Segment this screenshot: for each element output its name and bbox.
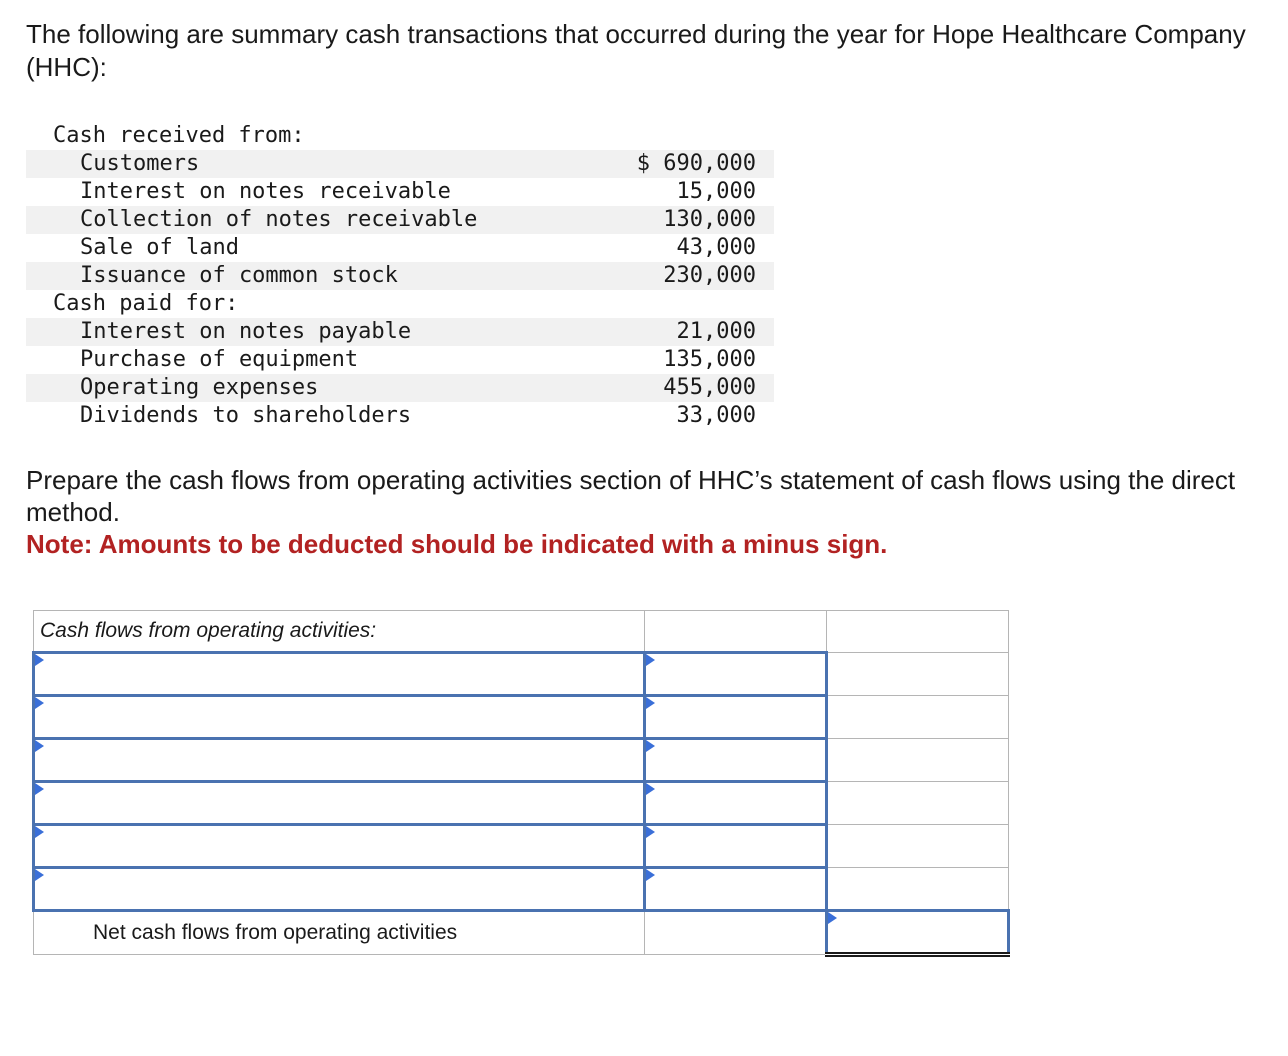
account-input[interactable] [35, 697, 643, 737]
account-dropdown[interactable] [34, 868, 645, 911]
amount-cell[interactable] [645, 653, 827, 696]
transaction-amount: 21,000 [676, 319, 756, 344]
transaction-row [26, 402, 774, 430]
received-heading: Cash received from: [53, 123, 305, 148]
transaction-amount: $ 690,000 [636, 151, 756, 176]
transaction-amount: 33,000 [676, 403, 756, 428]
amount-cell[interactable] [645, 739, 827, 782]
amount-input[interactable] [646, 869, 825, 909]
transaction-label: Sale of land [80, 235, 239, 260]
empty-cell [827, 739, 1009, 782]
prompt-text: Prepare the cash flows from operating activities section of HHC’s statement of cash flows using the direct method. [26, 465, 1236, 527]
transaction-row [26, 346, 774, 374]
worksheet-row [34, 739, 1009, 782]
total-label: Net cash flows from operating activities [34, 911, 645, 955]
amount-input[interactable] [646, 740, 825, 780]
transaction-row [26, 234, 774, 262]
worksheet-row [34, 696, 1009, 739]
empty-cell [827, 868, 1009, 911]
note-text: Note: Amounts to be deducted should be indicated with a minus sign. [26, 529, 888, 559]
account-dropdown[interactable] [34, 825, 645, 868]
transaction-amount: 130,000 [663, 207, 756, 232]
transaction-amount: 230,000 [663, 263, 756, 288]
transaction-amount: 15,000 [676, 179, 756, 204]
transaction-amount: 135,000 [663, 347, 756, 372]
amount-input[interactable] [646, 826, 825, 866]
amount-input[interactable] [646, 654, 825, 694]
account-input[interactable] [35, 740, 643, 780]
transaction-row [26, 318, 774, 346]
amount-input[interactable] [646, 783, 825, 823]
account-input[interactable] [35, 826, 643, 866]
transaction-amount: 455,000 [663, 375, 756, 400]
transaction-label: Interest on notes receivable [80, 179, 451, 204]
transaction-label: Customers [80, 151, 200, 176]
amount-cell[interactable] [645, 696, 827, 739]
amount-cell[interactable] [645, 868, 827, 911]
transaction-row [26, 262, 774, 290]
transaction-label: Purchase of equipment [80, 347, 359, 372]
worksheet-header-row [34, 611, 1009, 653]
transaction-label: Dividends to shareholders [80, 403, 412, 428]
account-dropdown[interactable] [34, 653, 645, 696]
transaction-label: Collection of notes receivable [80, 207, 478, 232]
empty-cell [827, 611, 1009, 653]
transaction-label: Issuance of common stock [80, 263, 398, 288]
transaction-label: Interest on notes payable [80, 319, 412, 344]
empty-cell [645, 611, 827, 653]
total-cell[interactable] [827, 911, 1009, 955]
transaction-row [26, 150, 774, 178]
worksheet-row [34, 782, 1009, 825]
paid-heading: Cash paid for: [53, 291, 239, 316]
account-dropdown[interactable] [34, 696, 645, 739]
account-input[interactable] [35, 654, 643, 694]
transaction-row [26, 206, 774, 234]
cash-flow-worksheet [32, 610, 1010, 957]
received-heading-row [26, 122, 774, 150]
paid-heading-row [26, 290, 774, 318]
account-dropdown[interactable] [34, 782, 645, 825]
empty-cell [827, 782, 1009, 825]
amount-input[interactable] [646, 697, 825, 737]
instructions [26, 464, 1266, 560]
transaction-row [26, 178, 774, 206]
worksheet-total-row [34, 911, 1009, 955]
transactions-list [26, 122, 774, 430]
intro-text: The following are summary cash transactions that occurred during the year for Hope Healthcare Company (HHC): [26, 19, 1246, 82]
transaction-row [26, 374, 774, 402]
worksheet-header: Cash flows from operating activities: [34, 611, 645, 653]
empty-cell [645, 911, 827, 955]
transaction-amount: 43,000 [676, 235, 756, 260]
amount-cell[interactable] [645, 782, 827, 825]
account-input[interactable] [35, 783, 643, 823]
transaction-label: Operating expenses [80, 375, 319, 400]
empty-cell [827, 696, 1009, 739]
amount-cell[interactable] [645, 825, 827, 868]
worksheet-row [34, 825, 1009, 868]
account-dropdown[interactable] [34, 739, 645, 782]
worksheet-row [34, 868, 1009, 911]
total-input[interactable] [828, 912, 1007, 952]
account-input[interactable] [35, 869, 643, 909]
empty-cell [827, 653, 1009, 696]
empty-cell [827, 825, 1009, 868]
worksheet-row [34, 653, 1009, 696]
